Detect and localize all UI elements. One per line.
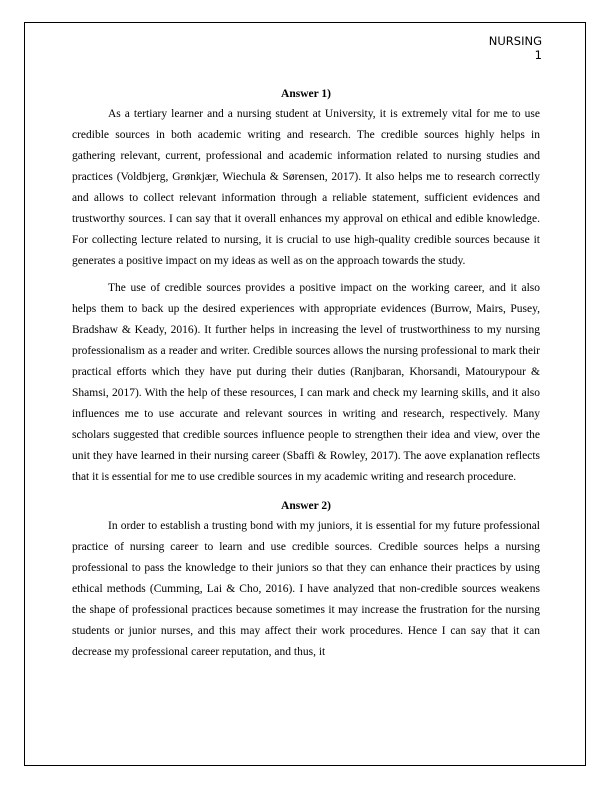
running-head-title: NURSING	[488, 34, 542, 48]
section-heading-answer-1: Answer 1)	[281, 88, 331, 100]
page-number: 1	[534, 48, 542, 62]
document-body	[72, 84, 540, 663]
section-heading-answer-2: Answer 2)	[281, 500, 331, 512]
paragraph-answer-2-1: In order to establish a trusting bond with my juniors, it is essential for my future professional practice of nursing career to learn and use credible sources. Credible sources helps a nursing professional to pass the knowledge to their juniors so that they can enhance their practices by using ethical methods (Cumming, Lai & Cho, 2016). I have analyzed that non-credible sources weakens the shape of professional practices because sometimes it may increase the frustration for the nursing students or junior nurses, and this may affect their work procedures. Hence I can say that it can decrease my professional career reputation, and thus, it	[72, 520, 540, 658]
paragraph-answer-1-2: The use of credible sources provides a positive impact on the working career, and it also helps them to back up the desired experiences with appropriate evidences (Burrow, Mairs, Pusey, Bradshaw & Keady, 2016). It further helps in increasing the level of trustworthiness to my nursing professionalism as a reader and writer. Credible sources allows the nursing professional to mark their practical efforts which they have put during their duties (Ranjbaran, Khorsandi, Matourypour & Shamsi, 2017). With the help of these resources, I can mark and check my learning skills, and it also influences me to use accurate and relevant sources in writing and research, respectively. Many scholars suggested that credible sources influence people to strengthen their idea and view, over the unit they have learned in their nursing career (Sbaffi & Rowley, 2017). The aove explanation reflects that it is essential for me to use credible sources in my academic writing and research procedure.	[72, 282, 540, 483]
paragraph-answer-1-1: As a tertiary learner and a nursing student at University, it is extremely vital for me to use credible sources in both academic writing and research. The credible sources highly helps in gathering relevant, current, professional and academic information related to nursing studies and practices (Voldbjerg, Grønkjær, Wiechula & Sørensen, 2017). It also helps me to research correctly and allows to collect relevant information through a reliable statement, sufficient evidences and trustworthy sources. I can say that it overall enhances my approval on ethical and edible knowledge. For collecting lecture related to nursing, it is crucial to use high-quality credible sources because it generates a positive impact on my ideas as well as on the approach towards the study.	[72, 108, 540, 267]
running-head	[489, 34, 542, 62]
